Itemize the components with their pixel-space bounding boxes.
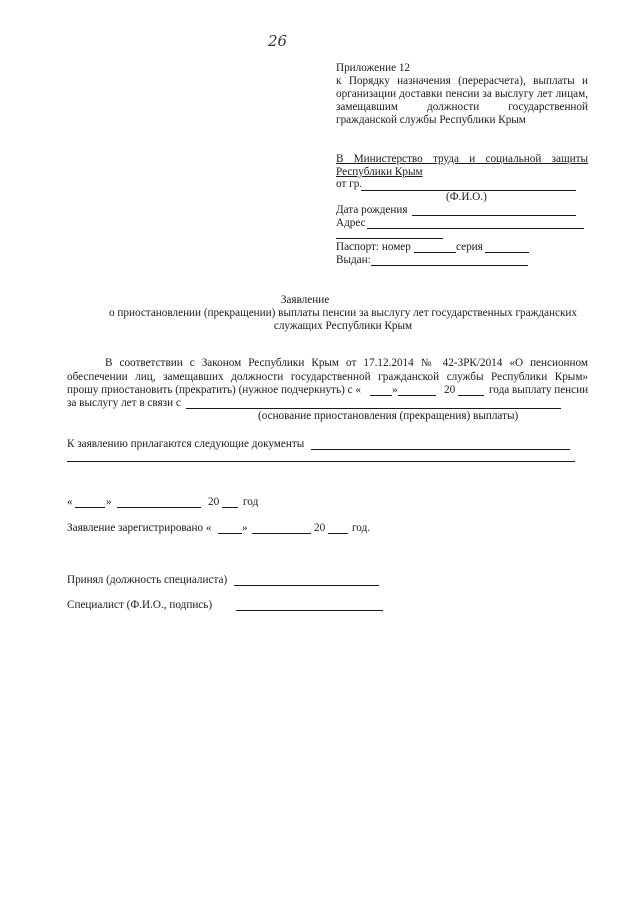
birth-date-field[interactable]	[412, 215, 576, 216]
body-line-3c: 20	[444, 384, 456, 396]
address-field[interactable]	[367, 228, 584, 229]
accepted-position-field[interactable]	[234, 585, 379, 586]
documents-label: К заявлению прилагаются следующие документы	[67, 438, 305, 450]
passport-number-field[interactable]	[414, 252, 456, 253]
handwritten-page-number: 26	[268, 32, 288, 50]
suspend-month-field[interactable]	[398, 395, 436, 396]
body-line-3a: прошу приостановить (прекратить) (нужное подчеркнуть) с «	[67, 384, 361, 396]
appendix-line-3: замещавшим должности государственной	[336, 101, 588, 113]
date-day-field[interactable]	[75, 507, 105, 508]
statement-subtitle-2: служащих Республики Крым	[273, 320, 413, 332]
basis-hint: (основание приостановления (прекращения) выплаты)	[258, 410, 519, 422]
registered-year-suffix: год.	[352, 522, 371, 534]
registered-close-quote: »	[242, 522, 248, 534]
documents-field-2[interactable]	[67, 461, 575, 462]
address-label: Адрес	[336, 217, 366, 229]
address-field-2[interactable]	[336, 238, 443, 239]
statement-title: Заявление	[280, 294, 330, 306]
addressee-line-2: Республики Крым	[336, 166, 423, 178]
date-year-prefix: 20	[208, 496, 220, 508]
specialist-label: Специалист (Ф.И.О., подпись)	[67, 599, 213, 611]
registered-year-prefix: 20	[314, 522, 326, 534]
appendix-line-1: к Порядку назначения (перерасчета), выплаты и	[336, 75, 588, 87]
issued-field[interactable]	[371, 265, 528, 266]
date-close-quote: »	[106, 496, 112, 508]
appendix-title: Приложение 12	[336, 62, 411, 74]
from-label: от гр.	[336, 178, 363, 190]
registered-year-field[interactable]	[328, 533, 348, 534]
statement-subtitle-1: о приостановлении (прекращении) выплаты пенсии за выслугу лет государственных гражданских	[109, 307, 577, 319]
date-open-quote: «	[67, 496, 73, 508]
passport-number-label: Паспорт: номер	[336, 241, 411, 253]
addressee-line-1: В Министерство труда и социальной защиты	[336, 153, 588, 165]
documents-field[interactable]	[311, 449, 570, 450]
basis-field[interactable]	[186, 408, 561, 409]
registered-label: Заявление зарегистрировано «	[67, 522, 212, 534]
date-month-field[interactable]	[117, 507, 201, 508]
body-line-3d: года выплату пенсии	[489, 384, 589, 396]
body-line-3b: »	[392, 384, 398, 396]
specialist-signature-field[interactable]	[236, 610, 383, 611]
date-year-field[interactable]	[222, 507, 238, 508]
passport-series-field[interactable]	[485, 252, 529, 253]
date-year-suffix: год	[243, 496, 259, 508]
accepted-label: Принял (должность специалиста)	[67, 574, 228, 586]
appendix-line-4: гражданской службы Республики Крым	[336, 114, 526, 126]
fio-hint: (Ф.И.О.)	[446, 191, 487, 203]
suspend-day-field[interactable]	[370, 395, 392, 396]
suspend-year-field[interactable]	[458, 395, 484, 396]
body-line-2: обеспечении лиц, замещавших должности государственной гражданской службы Республики Крым»	[67, 371, 588, 383]
issued-label: Выдан:	[336, 254, 371, 266]
body-line-1: В соответствии с Законом Республики Крым от 17.12.2014 № 42-ЗРК/2014 «О пенсионном	[105, 357, 588, 369]
body-line-4: за выслугу лет в связи с	[67, 397, 181, 409]
birth-date-label: Дата рождения	[336, 204, 408, 216]
registered-month-field[interactable]	[252, 533, 311, 534]
appendix-line-2: организации доставки пенсии за выслугу лет лицам,	[336, 88, 588, 100]
passport-series-label: серия	[456, 241, 483, 253]
registered-day-field[interactable]	[218, 533, 242, 534]
